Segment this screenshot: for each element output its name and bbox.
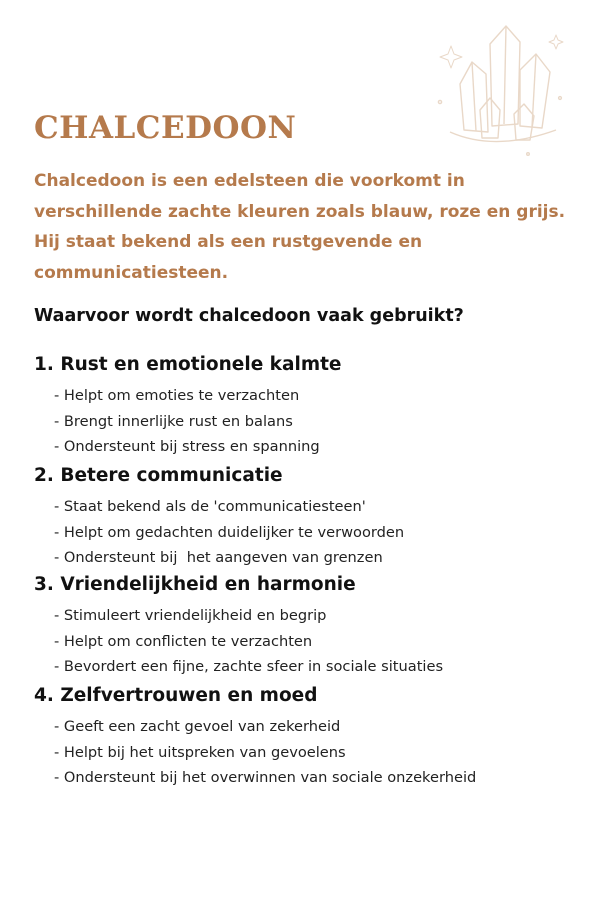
list-item: - Bevordert een fijne, zachte sfeer in sociale situaties [54, 658, 444, 675]
crystal-cluster-icon [420, 14, 570, 164]
list-item: - Geeft een zacht gevoel van zekerheid [54, 718, 341, 735]
benefit-list [34, 383, 574, 460]
list-item: - Brengt innerlijke rust en balans [54, 412, 293, 430]
benefit-heading: 1. Rust en emotionele kalmte [34, 354, 342, 375]
benefit-section-3 [34, 568, 574, 680]
benefit-heading: 2. Betere communicatie [34, 465, 283, 486]
benefit-section-2 [34, 459, 574, 571]
list-item: - Helpt om emoties te verzachten [54, 387, 300, 404]
list-item: - Ondersteunt bij stress en spanning [54, 438, 320, 455]
benefit-list [34, 603, 574, 680]
page-title: CHALCEDOON [34, 110, 297, 146]
section-question: Waarvoor wordt chalcedoon vaak gebruikt? [34, 306, 464, 326]
intro-paragraph: Chalcedoon is een edelsteen die voorkomt in verschillende zachte kleuren zoals blauw, roze en grijs. Hij staat bekend als een rustgevende en communicatiesteen. [34, 171, 566, 283]
list-item: - Staat bekend als de 'communicatiesteen' [54, 498, 366, 515]
list-item: - Ondersteunt bij het aangeven van grenzen [54, 549, 383, 566]
benefit-list [34, 714, 574, 791]
list-item: - Helpt om gedachten duidelijker te verwoorden [54, 523, 405, 541]
benefit-section-1 [34, 348, 574, 460]
list-item: - Stimuleert vriendelijkheid en begrip [54, 607, 327, 624]
benefit-heading: 4. Zelfvertrouwen en moed [34, 685, 318, 706]
benefit-heading: 3. Vriendelijkheid en harmonie [34, 574, 356, 595]
list-item: - Helpt bij het uitspreken van gevoelens [54, 743, 346, 761]
list-item: - Helpt om conflicten te verzachten [54, 632, 313, 650]
list-item: - Ondersteunt bij het overwinnen van sociale onzekerheid [54, 769, 477, 786]
benefit-list [34, 494, 574, 571]
benefit-section-4 [34, 679, 574, 791]
